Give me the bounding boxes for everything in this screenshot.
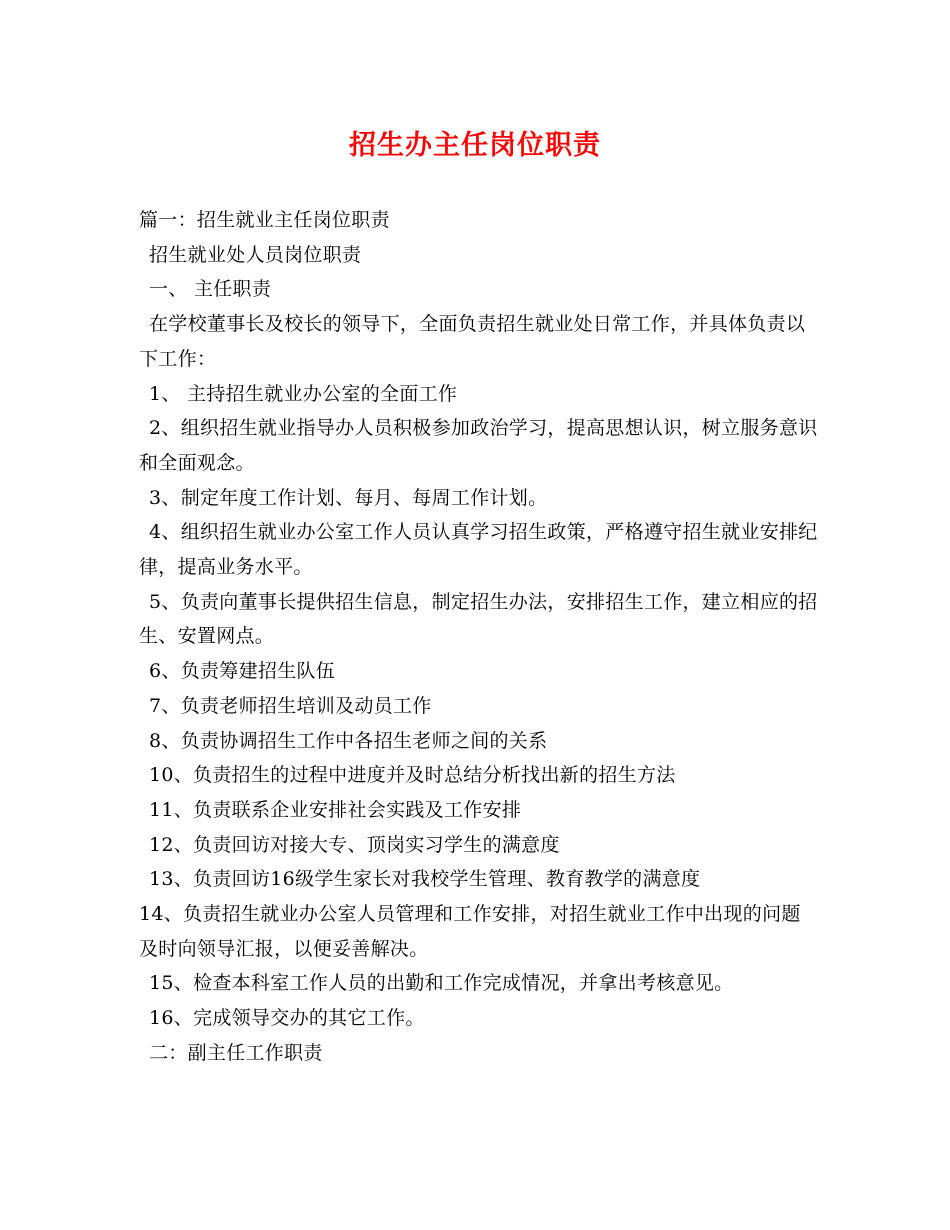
document-title: 招生办主任岗位职责: [349, 130, 601, 161]
paragraph: 1、 主持招生就业办公室的全面工作: [149, 382, 458, 405]
paragraph: 2、组织招生就业指导办人员积极参加政治学习，提高思想认识，树立服务意识和全面观念。: [139, 417, 818, 474]
paragraph: 招生就业处人员岗位职责: [149, 243, 362, 266]
paragraph: 篇一：招生就业主任岗位职责: [139, 209, 390, 231]
paragraph: 4、组织招生就业办公室工作人员认真学习招生政策，严格遵守招生就业安排纪律，提高业务水平。: [139, 521, 818, 579]
paragraph: 二：副主任工作职责: [149, 1041, 323, 1064]
paragraph: 8、负责协调招生工作中各招生老师之间的关系: [149, 729, 548, 752]
paragraph: 10、负责招生的过程中进度并及时总结分析找出新的招生方法: [149, 764, 676, 787]
paragraph: 5、负责向董事长提供招生信息，制定招生办法，安排招生工作，建立相应的招生、安置网点。: [139, 590, 818, 648]
paragraph: 15、检查本科室工作人员的出勤和工作完成情况，并拿出考核意见。: [149, 972, 734, 995]
paragraph: 11、负责联系企业安排社会实践及工作安排: [149, 798, 522, 821]
paragraph: 14、负责招生就业办公室人员管理和工作安排，对招生就业工作中出现的问题及时向领导汇报，以便妥善解决。: [139, 903, 801, 960]
paragraph: 6、负责筹建招生队伍: [149, 660, 336, 683]
paragraph: 12、负责回访对接大专、顶岗实习学生的满意度: [149, 833, 560, 856]
paragraph: 3、制定年度工作计划、每月、每周工作计划。: [149, 486, 548, 509]
document-body: [139, 203, 819, 1071]
paragraph: 在学校董事长及校长的领导下，全面负责招生就业处日常工作，并具体负责以下工作：: [139, 313, 806, 370]
paragraph: 7、负责老师招生培训及动员工作: [149, 694, 432, 717]
paragraph: 一、 主任职责: [149, 278, 272, 301]
paragraph: 13、负责回访16级学生家长对我校学生管理、教育教学的满意度: [149, 868, 701, 891]
paragraph: 16、完成领导交办的其它工作。: [149, 1007, 425, 1030]
